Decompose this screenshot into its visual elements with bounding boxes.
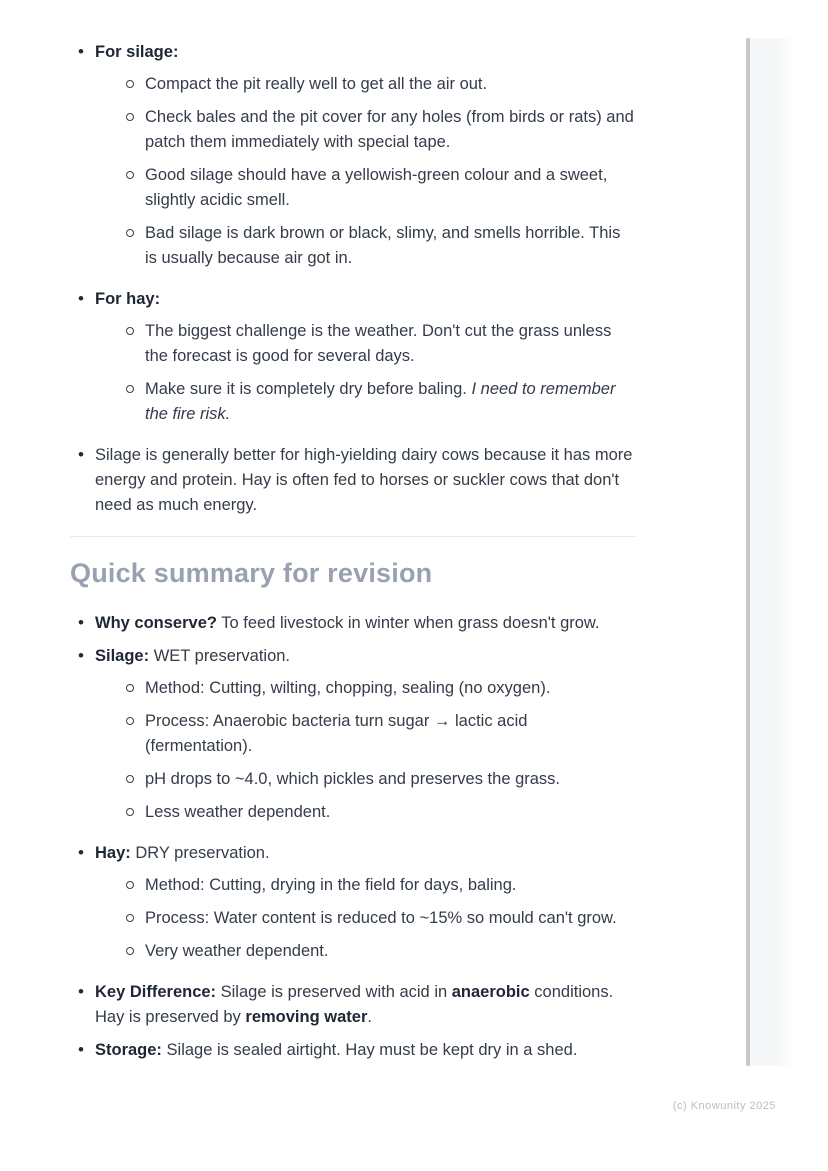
sub-bullet-item: [120, 319, 636, 369]
text-segment: Storage:: [95, 1041, 162, 1059]
bullet-item: [70, 644, 636, 825]
text-segment: Compact the pit really well to get all the air out.: [145, 75, 488, 93]
text-segment: conditions. Hay is preserved by: [95, 983, 614, 1026]
sub-list: [120, 319, 636, 427]
sub-bullet-item: [120, 767, 636, 792]
divider: [70, 536, 636, 537]
text-segment: Key Difference:: [95, 983, 217, 1001]
text-segment: Make sure it is completely dry before baling.: [145, 380, 472, 398]
text-segment: For hay:: [95, 290, 161, 308]
text-segment: DRY preservation.: [130, 844, 270, 862]
text-segment: Very weather dependent.: [145, 942, 329, 960]
text-segment: removing water: [245, 1008, 368, 1026]
notes-section: [70, 40, 636, 518]
bullet-item: [70, 443, 636, 518]
bullet-item: [70, 1038, 636, 1063]
sub-bullet-item: [120, 377, 636, 427]
sub-bullet-item: [120, 163, 636, 213]
sub-bullet-item: [120, 709, 636, 759]
summary-list: [70, 611, 636, 1063]
text-segment: Method: Cutting, wilting, chopping, sealing (no oxygen).: [145, 679, 551, 697]
text-segment: Process: Anaerobic bacteria turn sugar → lactic acid (fermentation).: [145, 712, 528, 755]
text-segment: Silage is preserved with acid in: [216, 983, 452, 1001]
footer-copyright: (c) Knowunity 2025: [672, 1100, 776, 1112]
text-segment: .: [367, 1008, 372, 1026]
text-segment: To feed livestock in winter when grass doesn't grow.: [216, 614, 600, 632]
text-segment: pH drops to ~4.0, which pickles and preserves the grass.: [145, 770, 561, 788]
sub-bullet-item: [120, 676, 636, 701]
text-segment: Process: Water content is reduced to ~15% so mould can't grow.: [145, 909, 617, 927]
bullet-item: [70, 611, 636, 636]
sub-list: [120, 873, 636, 964]
bullet-item: [70, 287, 636, 427]
summary-section: [70, 611, 636, 1063]
text-segment: Check bales and the pit cover for any holes (from birds or rats) and patch them immediately with special tape.: [145, 108, 634, 151]
sub-bullet-item: [120, 873, 636, 898]
bullet-item: [70, 40, 636, 271]
notes-list: [70, 40, 636, 518]
sub-bullet-item: [120, 939, 636, 964]
scrollbar[interactable]: [746, 38, 792, 1066]
text-segment: Method: Cutting, drying in the field for days, baling.: [145, 876, 517, 894]
text-segment: Silage:: [95, 647, 150, 665]
sub-bullet-item: [120, 105, 636, 155]
text-segment: Good silage should have a yellowish-green colour and a sweet, slightly acidic smell.: [145, 166, 608, 209]
document-content: [70, 40, 636, 1071]
text-segment: For silage:: [95, 43, 179, 61]
sub-bullet-item: [120, 72, 636, 97]
text-segment: Hay:: [95, 844, 131, 862]
sub-list: [120, 72, 636, 271]
sub-bullet-item: [120, 800, 636, 825]
sub-list: [120, 676, 636, 825]
scrollbar-thumb[interactable]: [746, 38, 750, 1066]
text-segment: Bad silage is dark brown or black, slimy, and smells horrible. This is usually because air got in.: [145, 224, 621, 267]
bullet-item: [70, 980, 636, 1030]
text-segment: The biggest challenge is the weather. Don't cut the grass unless the forecast is good for several days.: [145, 322, 612, 365]
text-segment: Less weather dependent.: [145, 803, 331, 821]
text-segment: WET preservation.: [149, 647, 291, 665]
text-segment: Why conserve?: [95, 614, 217, 632]
text-segment: anaerobic: [451, 983, 530, 1001]
bullet-item: [70, 841, 636, 964]
text-segment: I need to remember the fire risk.: [145, 380, 616, 423]
sub-bullet-item: [120, 906, 636, 931]
text-segment: Silage is sealed airtight. Hay must be kept dry in a shed.: [161, 1041, 578, 1059]
section-heading: Quick summary for revision: [70, 558, 433, 588]
text-segment: Silage is generally better for high-yielding dairy cows because it has more energy and protein. Hay is often fed to horses or suckler cows that don't need as much energy.: [95, 446, 633, 514]
sub-bullet-item: [120, 221, 636, 271]
